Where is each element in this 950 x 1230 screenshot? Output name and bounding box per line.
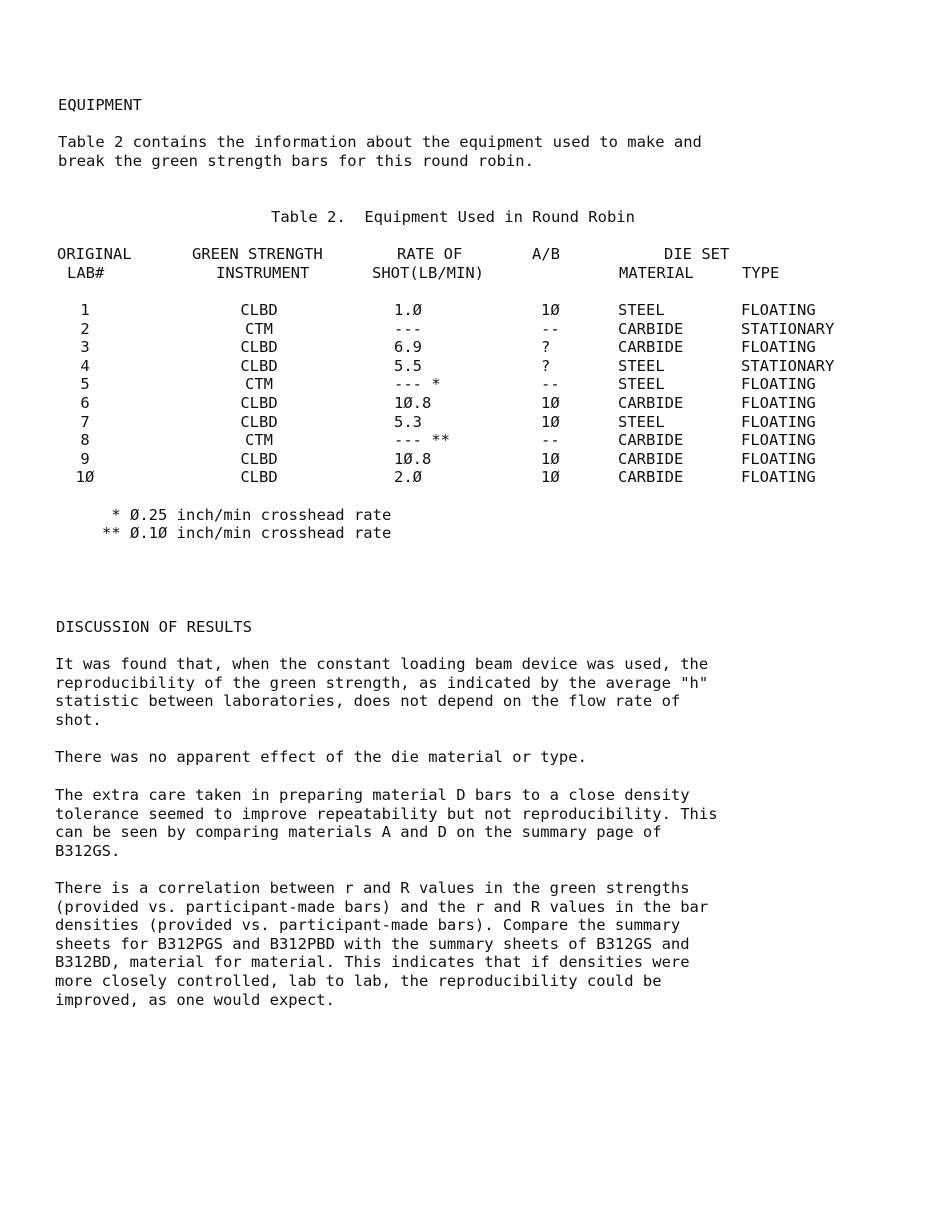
cell-ab: ? xyxy=(541,356,551,375)
cell-instrument: CLBD xyxy=(240,394,278,412)
cell-ab: ? xyxy=(541,338,551,357)
header-lab-number: LAB# xyxy=(67,264,105,282)
cell-type: FLOATING xyxy=(741,449,816,468)
cell-lab: 9 xyxy=(80,449,90,468)
cell-material: STEEL xyxy=(618,356,665,375)
cell-ab: 1Ø xyxy=(541,412,560,431)
section-heading-discussion: DISCUSSION OF RESULTS xyxy=(56,618,252,636)
cell-lab: 7 xyxy=(80,412,90,431)
cell-type: FLOATING xyxy=(741,338,816,357)
discussion-paragraph: It was found that, when the constant loading beam device was used, the reproducibility of the green strength, as indicated by the average "h" statistic between laboratories, does not depend on the flow rate of shot. xyxy=(55,655,709,729)
cell-material: CARBIDE xyxy=(618,431,684,450)
cell-rate: 1Ø.8 xyxy=(394,449,432,468)
cell-material: STEEL xyxy=(618,375,665,394)
cell-material: CARBIDE xyxy=(618,394,684,412)
cell-ab: 1Ø xyxy=(541,301,560,319)
header-die-set: DIE SET xyxy=(664,245,730,263)
cell-material: STEEL xyxy=(618,412,665,431)
cell-rate: 5.5 xyxy=(394,356,422,375)
cell-ab: 1Ø xyxy=(541,468,560,487)
cell-lab: 8 xyxy=(80,431,90,450)
cell-type: FLOATING xyxy=(741,394,816,412)
cell-ab: -- xyxy=(541,375,560,394)
cell-type: STATIONARY xyxy=(741,356,835,375)
cell-rate: 1.Ø xyxy=(394,301,422,319)
cell-material: CARBIDE xyxy=(618,338,684,357)
header-type: TYPE xyxy=(742,264,780,282)
cell-instrument: CTM xyxy=(245,431,273,450)
cell-lab: 5 xyxy=(80,375,90,394)
cell-instrument: CLBD xyxy=(240,338,278,357)
cell-rate: 2.Ø xyxy=(394,468,422,487)
cell-lab: 6 xyxy=(80,394,90,412)
header-instrument: INSTRUMENT xyxy=(216,264,310,282)
cell-ab: 1Ø xyxy=(541,449,560,468)
cell-rate: 1Ø.8 xyxy=(394,394,432,412)
header-original: ORIGINAL xyxy=(57,245,132,263)
header-green-strength: GREEN STRENGTH xyxy=(192,245,323,263)
header-shot: SHOT(LB/MIN) xyxy=(372,264,484,282)
table-caption: Table 2. Equipment Used in Round Robin xyxy=(271,208,635,226)
header-material: MATERIAL xyxy=(619,264,694,282)
cell-material: CARBIDE xyxy=(618,468,684,487)
cell-lab: 1Ø xyxy=(75,468,95,487)
footnote-single-star: * Ø.25 inch/min crosshead rate xyxy=(102,506,392,524)
cell-ab: 1Ø xyxy=(541,394,560,412)
cell-material: STEEL xyxy=(618,301,665,319)
cell-rate: --- xyxy=(394,319,422,338)
header-ab: A/B xyxy=(532,245,560,263)
cell-instrument: CLBD xyxy=(240,412,278,431)
cell-type: FLOATING xyxy=(741,412,816,431)
cell-rate: 6.9 xyxy=(394,338,422,357)
cell-type: FLOATING xyxy=(741,301,816,319)
cell-material: CARBIDE xyxy=(618,319,684,338)
header-rate-of: RATE OF xyxy=(397,245,463,263)
cell-instrument: CTM xyxy=(245,375,273,394)
cell-instrument: CLBD xyxy=(240,468,278,487)
cell-instrument: CTM xyxy=(245,319,273,338)
cell-instrument: CLBD xyxy=(240,301,278,319)
cell-material: CARBIDE xyxy=(618,449,684,468)
cell-lab: 1 xyxy=(80,301,90,319)
cell-ab: -- xyxy=(541,319,560,338)
cell-type: FLOATING xyxy=(741,375,816,394)
cell-type: STATIONARY xyxy=(741,319,835,338)
discussion-paragraph: The extra care taken in preparing material D bars to a close density tolerance seemed to improve repeatability but not reproducibility. This can be seen by comparing materials A and D on the summary page of B312GS. xyxy=(55,786,718,860)
cell-lab: 2 xyxy=(80,319,90,338)
cell-rate: --- * xyxy=(394,375,441,394)
cell-type: FLOATING xyxy=(741,468,816,487)
cell-rate: --- ** xyxy=(394,431,450,450)
equipment-intro-paragraph: Table 2 contains the information about the equipment used to make and break the green strength bars for this round robin. xyxy=(58,133,702,170)
cell-lab: 3 xyxy=(80,338,90,357)
cell-instrument: CLBD xyxy=(240,356,278,375)
section-heading-equipment: EQUIPMENT xyxy=(58,96,142,114)
cell-rate: 5.3 xyxy=(394,412,422,431)
cell-ab: -- xyxy=(541,431,560,450)
cell-type: FLOATING xyxy=(741,431,816,450)
discussion-paragraph: There was no apparent effect of the die material or type. xyxy=(55,748,587,766)
cell-instrument: CLBD xyxy=(240,449,278,468)
footnote-double-star: ** Ø.1Ø inch/min crosshead rate xyxy=(102,524,392,542)
cell-lab: 4 xyxy=(80,356,90,375)
discussion-paragraph: There is a correlation between r and R values in the green strengths (provided vs. participant-made bars) and the r and R values in the bar densities (provided vs. participant-made bars). Compare the summary sheets for B312PGS and B312PBD with the summary sheets of B312GS and B312BD, material for material. This indicates that if densities were more closely controlled, lab to lab, the reproducibility could be improved, as one would expect. xyxy=(55,879,709,1009)
